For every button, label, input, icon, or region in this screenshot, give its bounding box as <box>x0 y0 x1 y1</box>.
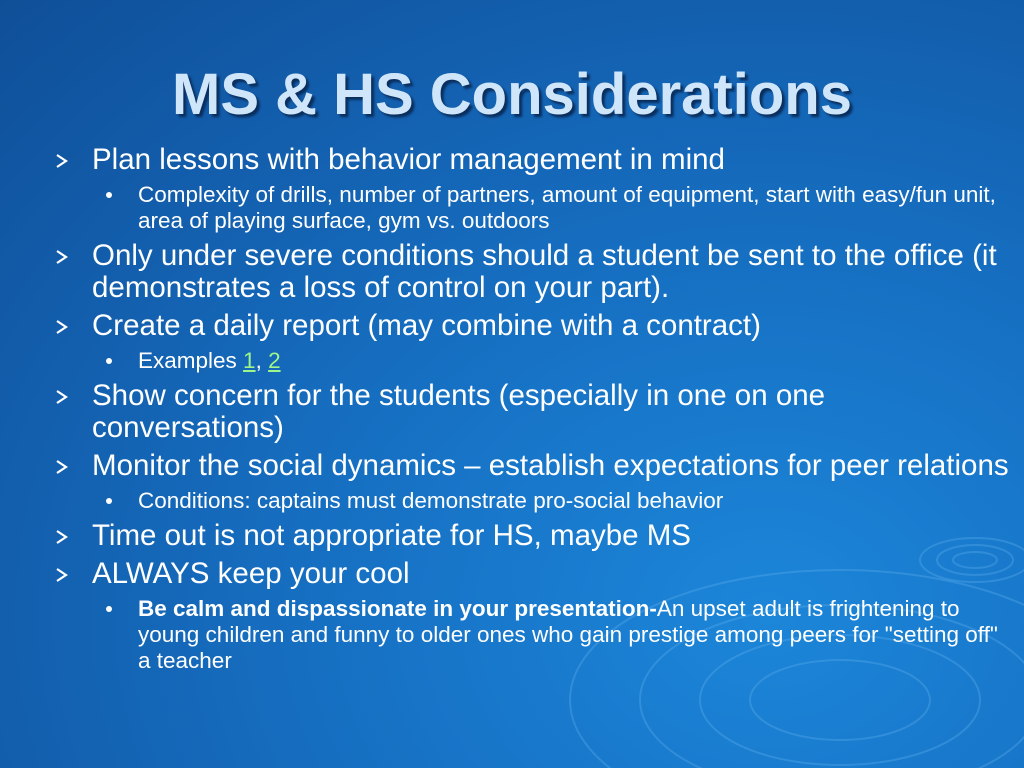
sub-bullet-item <box>138 488 1016 514</box>
sub-bullet-text: Complexity of drills, number of partners, amount of equipment, start with easy/fun unit, area of playing surface, gym vs. outdoors <box>138 182 996 233</box>
bullet-dot-icon <box>106 192 112 198</box>
bullet-text: Plan lessons with behavior management in mind <box>92 143 725 176</box>
bullet-item <box>54 520 1016 552</box>
bullet-text: Show concern for the students (especially in one on one conversations) <box>92 379 826 444</box>
sub-bullet-bold-text: Be calm and dispassionate in your presentation- <box>138 596 657 621</box>
bullet-text: ALWAYS keep your cool <box>92 557 410 590</box>
bullet-item <box>54 450 1016 482</box>
chevron-right-icon <box>54 249 70 265</box>
chevron-right-icon <box>54 389 70 405</box>
bullet-dot-icon <box>106 606 112 612</box>
chevron-right-icon <box>54 529 70 545</box>
examples-separator: , <box>255 348 269 373</box>
chevron-right-icon <box>54 319 70 335</box>
chevron-right-icon <box>54 567 70 583</box>
chevron-right-icon <box>54 459 70 475</box>
bullet-item <box>54 558 1016 590</box>
bullet-item <box>54 310 1016 342</box>
sub-bullet-item <box>138 348 1016 374</box>
examples-label: Examples <box>138 348 244 373</box>
slide-title: MS & HS Considerations <box>172 62 852 127</box>
example-link-2[interactable]: 2 <box>268 348 281 373</box>
sub-bullet-text: Conditions: captains must demonstrate pro-social behavior <box>138 488 724 513</box>
bullet-text: Monitor the social dynamics – establish expectations for peer relations <box>92 449 1009 482</box>
bullet-dot-icon <box>106 358 112 364</box>
bullet-item <box>54 240 1016 304</box>
bullet-text: Time out is not appropriate for HS, maybe MS <box>92 519 691 552</box>
bullet-text: Only under severe conditions should a student be sent to the office (it demonstrates a loss of control on your part). <box>92 239 997 304</box>
chevron-right-icon <box>54 153 70 169</box>
sub-bullet-text: An upset adult is frightening to young children and funny to older ones who gain prestige among peers for "setting off" a teacher <box>138 596 998 673</box>
bullet-item <box>54 380 1016 444</box>
bullet-text: Create a daily report (may combine with a contract) <box>92 309 761 342</box>
example-link-1[interactable]: 1 <box>243 348 256 373</box>
sub-bullet-item <box>138 182 1016 234</box>
bullet-list <box>54 138 1016 674</box>
sub-bullet-item <box>138 596 1016 674</box>
bullet-dot-icon <box>106 498 112 504</box>
bullet-item <box>54 144 1016 176</box>
